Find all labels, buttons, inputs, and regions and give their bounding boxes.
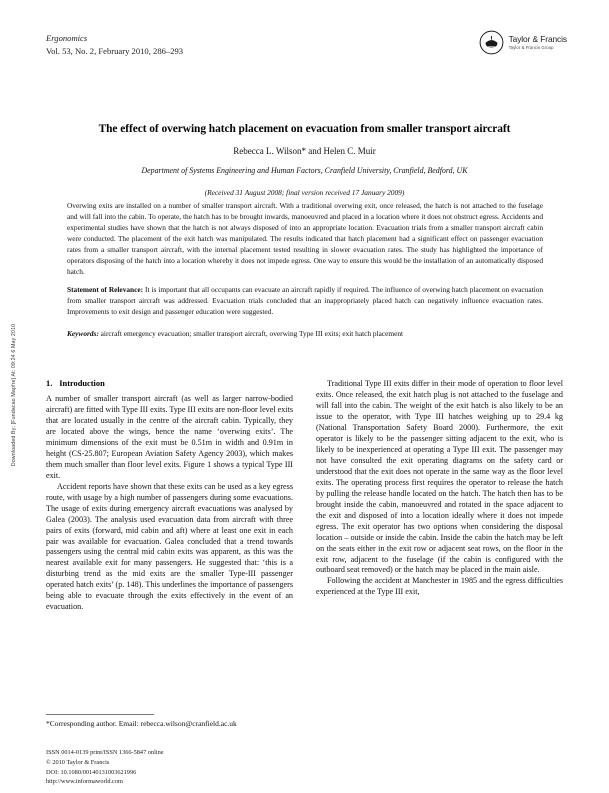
download-stamp: Downloaded By: [Fundacao Mapfre] At: 09:24 6 May 2010 xyxy=(11,323,17,467)
author-list: Rebecca L. Wilson* and Helen C. Muir xyxy=(233,145,376,156)
keywords-text: aircraft emergency evacuation; smaller transport aircraft, overwing Type III exits; exit hatch placement xyxy=(98,329,404,339)
paragraph: Accident reports have shown that these exits can be used as a key egress route, with usage by a high number of passengers during some evacuations. The usage of exits during emergency aircraft evacuations was analysed by Galea (2003). The analysis used evacuation data from aircraft with three pairs of exits (forward, mid cabin and aft) where at least one exit in each pair was available for evacuation. Galea concluded that a trend towards passengers using the central mid cabin exits was apparent, as this was the nearest available exit for many passengers. He suggested that: ‘this is a disturbing trend as the mid exits are the smaller Type-III passenger operated hatch exits’ (p. 148). This underlines the importance of passengers being able to evacuate through the exits effectively in the event of an evacuation. xyxy=(46,481,293,612)
footnote-divider xyxy=(46,714,154,715)
paper-title: The effect of overwing hatch placement on evacuation from smaller transport aircraft xyxy=(98,123,511,135)
section-title: Introduction xyxy=(59,379,105,388)
section-number: 1. xyxy=(46,379,53,388)
paragraph: Following the accident at Manchester in 1985 and the egress difficulties experienced at the Type III exit, xyxy=(316,576,563,597)
statement-of-relevance-text: It is important that all occupants can evacuate an aircraft rapidly if required. The influence of overwing hatch placement on evacuation from smaller transport aircraft was addressed. Evacuation trials concluded that an inappropriately placed hatch can negatively influence evacuation rates. Improvements to exit design and passenger education were suggested. xyxy=(67,285,544,317)
taylor-francis-emblem-icon xyxy=(479,30,504,55)
publisher-wordmark xyxy=(509,35,567,50)
journal-name: Ergonomics xyxy=(46,33,88,43)
journal-masthead xyxy=(46,33,346,57)
abstract-block xyxy=(67,200,543,339)
abstract-paragraph: Overwing exits are installed on a number of smaller transport aircraft. With a traditional overwing exit, once released, the hatch is not attached to the fuselage and will fall into the cabin. To operate, the hatch has to be brought inwards, manoeuvred and placed in a location where it does not obstruct egress. Accidents and experimental studies have shown that the hatch is not always disposed of into an appropriate location. Evacuation trials from a smaller transport aircraft cabin were conducted. The placement of the exit hatch was manipulated. The results indicated that hatch placement had a significant effect on passenger evacuation rates from a smaller transport aircraft, with the internal placement tested resulting in slower evacuation rates. The study has highlighted the importance of operators disposing of the hatch into a location whereby it does not impede egress. One way to ensure this would be the installation of an automatically disposed hatch. xyxy=(67,201,543,277)
journal-issue-line: Vol. 53, No. 2, February 2010, 286–293 xyxy=(46,45,184,56)
issn-line: ISSN 0014-0139 print/ISSN 1366-5847 online xyxy=(46,749,164,756)
corresponding-author-footnote: *Corresponding author. Email: rebecca.wilson@cranfield.ac.uk xyxy=(46,719,237,728)
title-block xyxy=(46,122,563,197)
paragraph: Traditional Type III exits differ in their mode of operation to floor level exits. Once released, the exit hatch plug is not attached to the fuselage and will fall into the cabin. The weight of the exit hatch is also likely to be an issue to the operator, with Type III hatches weighing up to 29.4 kg (National Transportation Safety Board 2000). Furthermore, the exit operator is likely to be the passenger sitting adjacent to the exit, who is likely to be inexperienced at operating a Type III exit. The passenger may not have consulted the exit operating diagrams on the safety card or understood that the exit does not operate in the same way as the floor level exits. The operating process first requires the operator to release the hatch by pulling the release handle located on the hatch. The hatch then has to be brought inside the cabin, manoeuvred and rotated in the space adjacent to the exit and disposed of into a location ideally where it does not impede egress. The exit operator has two options when considering the disposal location – outside or inside the cabin. Inside the cabin the hatch may be left on the seats either in the exit row or adjacent seat rows, on the floor in the exit row, adjacent to the fuselage (if the cabin is configured with the outboard seat removed) or the hatch may be placed in the main aisle. xyxy=(316,379,563,575)
section-heading-introduction xyxy=(46,379,293,390)
keywords-label: Keywords: xyxy=(67,329,99,339)
received-dates: (Received 31 August 2008; final version received 17 January 2009) xyxy=(204,187,405,197)
publisher-name: Taylor & Francis xyxy=(508,33,567,44)
statement-of-relevance-label: Statement of Relevance: xyxy=(67,285,144,295)
statement-of-relevance xyxy=(67,284,543,317)
publisher-group: Taylor & Francis Group xyxy=(508,44,554,50)
paragraph: A number of smaller transport aircraft (as well as larger narrow-bodied aircraft) are fitted with Type III exits. Type III exits are non-floor level exits that are located usually in the centre of the aircraft cabin. Typically, they are located above the wings, hence the name ‘overwing exits’. The minimum dimensions of the exit must be 0.51m in width and 0.91m in height (CS-25.807; European Aviation Safety Agency 2003), which makes them much smaller than floor level exits. Figure 1 shows a typical Type III exit. xyxy=(46,393,293,480)
affiliation: Department of Systems Engineering and Human Factors, Cranfield University, Cranfield, Bedford, UK xyxy=(141,165,468,175)
copyright-line: © 2010 Taylor & Francis xyxy=(46,758,110,766)
publisher-logo xyxy=(479,30,567,55)
column-left xyxy=(46,379,293,613)
column-right xyxy=(316,379,563,613)
publisher-url[interactable]: http://www.informaworld.com xyxy=(46,778,123,786)
publication-footer xyxy=(46,748,346,787)
keywords xyxy=(67,328,543,339)
body-columns xyxy=(46,379,563,613)
doi-line: DOI: 10.1080/00140131003621996 xyxy=(46,768,137,776)
